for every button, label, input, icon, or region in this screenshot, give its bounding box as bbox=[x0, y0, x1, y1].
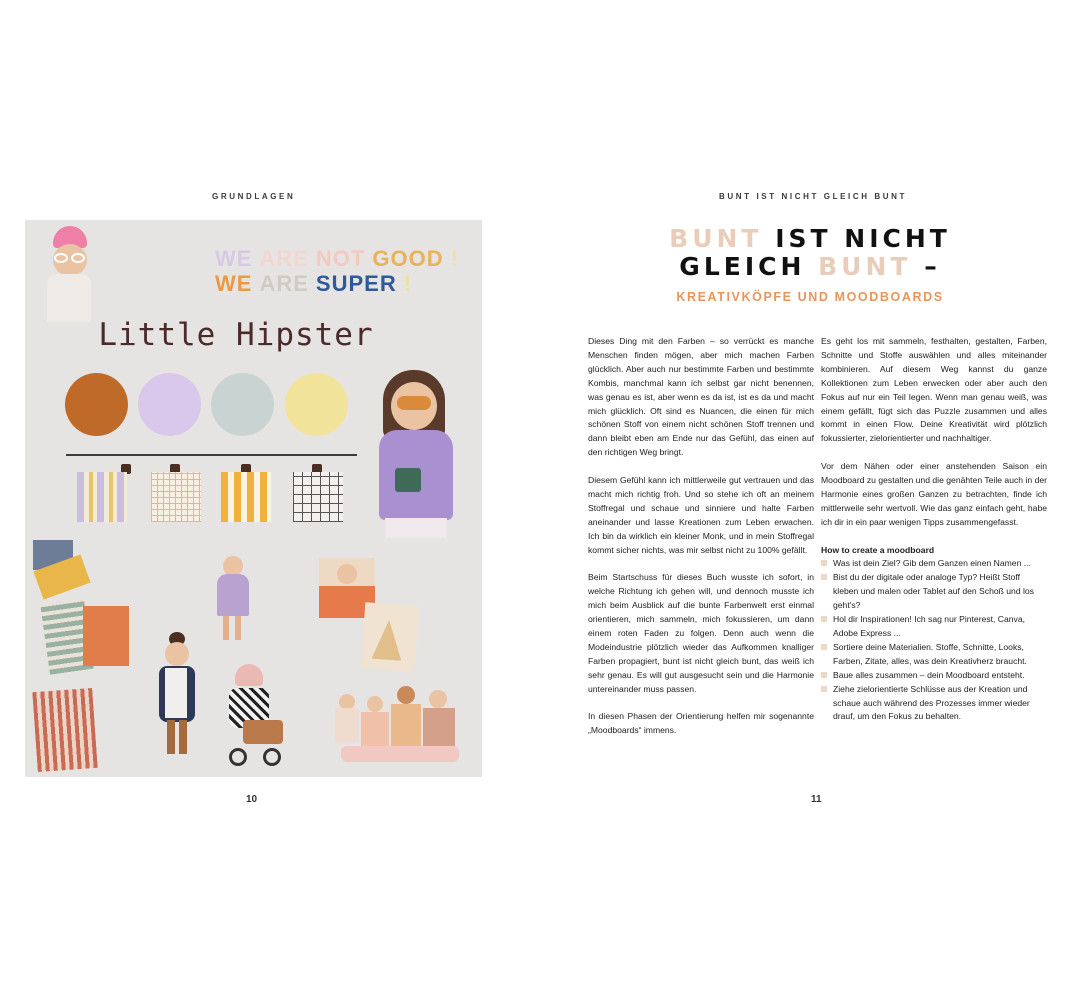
moodboard-image bbox=[25, 220, 482, 777]
paragraph: Dieses Ding mit den Farben – so verrückt es manche Menschen finden mögen, aber mich machen Farben glücklich. Aber auch nur bestimmte Farben und bestimmte Kombis, manchmal kann ich selbst gar nicht benennen, was genau es ist, aber wenn es da ist, ist es da und macht mich glücklich. Oft sind es Nuancen, die einen für mich schönen Stoff von einem nicht schönen Stoff trennen und dann bleibt eben am Ende nur das Gefühl, das einen auf den richtigen Weg bringt. bbox=[588, 336, 814, 458]
list-item: Bist du der digitale oder analoge Typ? Heißt Stoff kleben und malen oder Tablet auf den Schoß und los geht's? bbox=[821, 571, 1047, 613]
slogan-word: ! bbox=[403, 271, 413, 296]
right-running-head: BUNT IST NICHT GLEICH BUNT bbox=[719, 192, 908, 201]
fabric-swatch-grid-charcoal bbox=[293, 472, 343, 522]
slogan-word: NOT bbox=[315, 246, 366, 271]
list-item: Sortiere deine Materialien. Stoffe, Schnitte, Looks, Farben, Zitate, alles, was dein Kreativherz braucht. bbox=[821, 641, 1047, 669]
paragraph: In diesen Phasen der Orientierung helfen mir sogenannte „Moodboards“ immens. bbox=[588, 711, 814, 736]
clothes-photo bbox=[33, 540, 133, 680]
chapter-title-line-2: GLEICH BUNT – bbox=[679, 252, 941, 281]
color-swatch-sage bbox=[211, 373, 274, 436]
striped-pants-photo bbox=[32, 688, 97, 772]
color-swatch-lilac bbox=[138, 373, 201, 436]
moodboard-title: Little Hipster bbox=[98, 317, 374, 353]
slogan-word: ARE bbox=[259, 271, 309, 296]
text-column-2 bbox=[821, 335, 1047, 724]
kids-group-photo bbox=[331, 682, 467, 768]
slogan-line-2 bbox=[215, 271, 419, 297]
text-column-1 bbox=[588, 335, 814, 752]
color-swatch-rust bbox=[65, 373, 128, 436]
list-item: Hol dir Inspirationen! Ich sag nur Pinterest, Canva, Adobe Express ... bbox=[821, 613, 1047, 641]
list-item: Was ist dein Ziel? Gib dem Ganzen einen Namen ... bbox=[821, 557, 1047, 571]
paragraph: Vor dem Nähen oder einer anstehenden Saison ein Moodboard zu gestalten und die genähten Teile auch in der Harmonie eines großen Ganzen zu betrachten, finde ich mittlerweile sehr wertvoll. Wie das ganz einfach geht, habe ich dir in ein paar wenigen Tipps zusammengefasst. bbox=[821, 461, 1047, 527]
slogan-line-1 bbox=[215, 246, 466, 272]
girl-beanie-photo bbox=[39, 226, 97, 322]
slogan-word: ARE bbox=[259, 246, 309, 271]
slogan-word: WE bbox=[215, 271, 253, 296]
toddler-lilac-dress-photo bbox=[211, 556, 255, 646]
slogan-word: ! bbox=[450, 246, 459, 271]
howto-heading: How to create a moodboard bbox=[821, 544, 935, 555]
kid-tipi-photo bbox=[361, 602, 419, 672]
chapter-subtitle: KREATIVKÖPFE UND MOODBOARDS bbox=[676, 290, 944, 304]
hanging-rail bbox=[66, 454, 357, 456]
fabric-swatch-grid-peach bbox=[151, 472, 201, 522]
kid-bun-photo bbox=[155, 632, 199, 758]
fabric-swatch-stripes-lilac bbox=[77, 472, 127, 522]
slogan-word: WE bbox=[215, 246, 253, 271]
paragraph: Es geht los mit sammeln, festhalten, gestalten, Farben, Schnitte und Stoffe auswählen und alles miteinander kombinieren. Auf diesem Weg kannst du ganze Kollektionen zum Leben erwecken oder aber auch den Fokus auf nur ein Teil legen. Wenn man genau weiß, was einem gefällt, fügt sich das Puzzle zusammen und alles kommt in einen Flow. Deine Kreativität wird plötzlich fokussierter, zielorientierter und nachhaltiger. bbox=[821, 336, 1047, 444]
fabric-swatch-stripes-mustard bbox=[221, 472, 271, 522]
slogan-word: GOOD bbox=[372, 246, 444, 271]
paragraph: Beim Startschuss für dieses Buch wusste ich sofort, in welche Richtung ich gehen will, und dennoch musste ich mich beim Ausblick auf die bunte Farbenwelt erst einmal orientieren, mich sammeln, mich fokussieren, um dann einem roten Faden zu folgen. Denn auch wenn die Modeindustrie plötzlich wieder das Aufkommen knalliger Farben propagiert, bunt ist nicht gleich bunt, das weiß ich sehr genau. Es will gut ausgesucht sein und die Harmonie untereinander muss passen. bbox=[588, 572, 814, 694]
left-page-number: 10 bbox=[246, 794, 258, 805]
list-item: Ziehe zielorientierte Schlüsse aus der Kreation und schaue auch während des Prozesses immer wieder drauf, um den Fokus zu behalten. bbox=[821, 683, 1047, 725]
howto-list bbox=[821, 557, 1047, 724]
chapter-title-line-1: BUNT IST NICHT bbox=[669, 224, 951, 253]
list-item: Baue alles zusammen – dein Moodboard entsteht. bbox=[821, 669, 1047, 683]
girl-glasses-photo bbox=[365, 368, 470, 540]
color-swatch-yellow bbox=[285, 373, 348, 436]
paragraph: Diesem Gefühl kann ich mittlerweile gut vertrauen und das macht mich richtig froh. Und so stehe ich oft an meinem Stoffregal und schaue und sinniere und halte Farben aneinander und lasse Kreationen zum Leben erwachen. Ich bin da wirklich ein kleiner Monk, und in mein Stoffregal kommt sicher nichts, was mir selbst nicht zu 100% gefällt. bbox=[588, 475, 814, 555]
slogan-word: SUPER bbox=[315, 271, 397, 296]
left-running-head: GRUNDLAGEN bbox=[212, 192, 296, 201]
kid-balance-bike-photo bbox=[223, 664, 289, 768]
right-page-number: 11 bbox=[811, 794, 822, 805]
